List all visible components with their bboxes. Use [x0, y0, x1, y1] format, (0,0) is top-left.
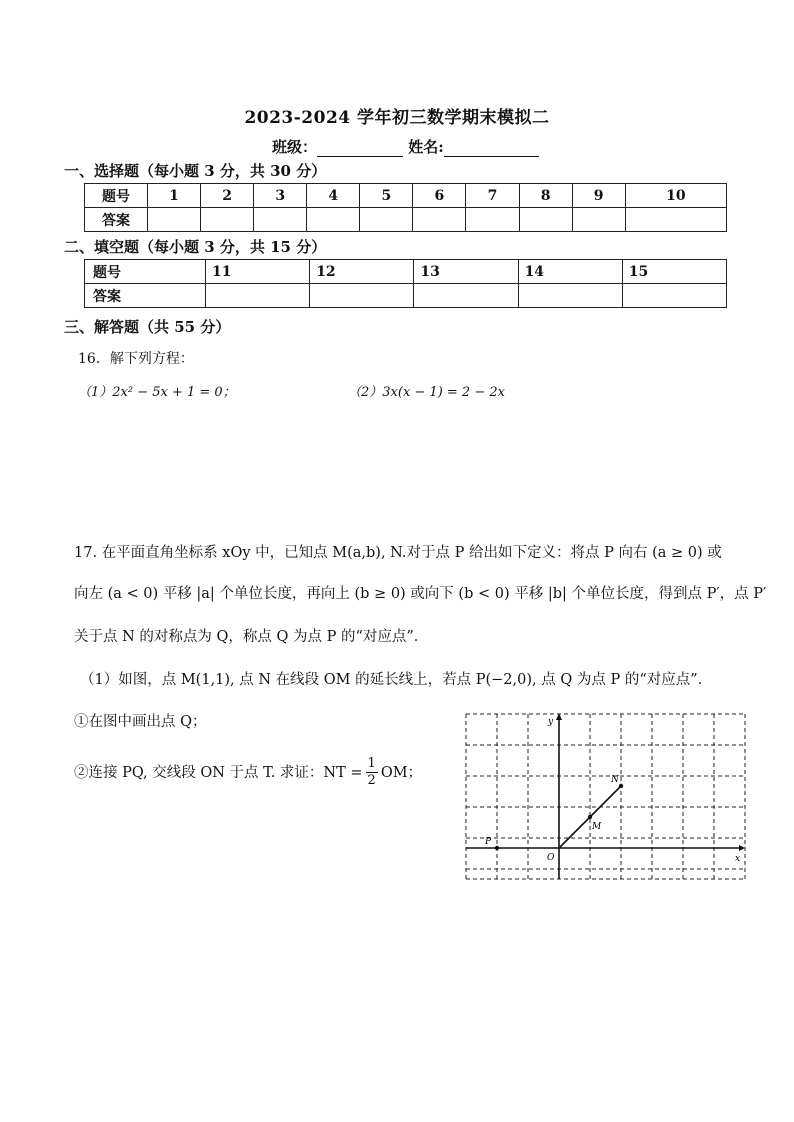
- q17-line2: 向左 (a < 0) 平移 |a| 个单位长度，再向上 (b ≥ 0) 或向下 (b < 0) 平移 |b| 个单位长度，得到点 P′，点 P′: [74, 586, 767, 602]
- fill-number-row: [85, 260, 727, 284]
- choice-answer-cell[interactable]: [413, 208, 466, 232]
- fill-answer-cell[interactable]: [414, 284, 518, 308]
- fraction-numerator: 1: [367, 756, 376, 771]
- choice-number-row: [85, 184, 727, 208]
- q17-item2: [74, 756, 422, 789]
- fill-number: 15: [622, 260, 726, 284]
- fraction-one-half: [366, 756, 378, 789]
- q17-item1: ①在图中画出点 Q；: [74, 714, 207, 730]
- fraction-denominator: 2: [367, 773, 376, 788]
- figure-marks: [484, 775, 623, 850]
- choice-answer-cell[interactable]: [625, 208, 726, 232]
- q17-sub1: （1）如图，点 M(1,1), 点 N 在线段 OM 的延长线上，若点 P(−2,0), 点 Q 为点 P 的“对应点”．: [80, 672, 713, 688]
- fill-answer-cell[interactable]: [206, 284, 310, 308]
- choice-number: 5: [360, 184, 413, 208]
- fill-answer-cell[interactable]: [518, 284, 622, 308]
- section1-heading: 一、选择题（每小题 3 分，共 30 分）: [64, 162, 327, 180]
- choice-number: 2: [201, 184, 254, 208]
- choice-row-header: 题号: [85, 184, 148, 208]
- fill-number: 14: [518, 260, 622, 284]
- choice-number: 1: [148, 184, 201, 208]
- q16-stem: 16．解下列方程：: [78, 351, 194, 367]
- choice-number: 4: [307, 184, 360, 208]
- choice-number: 7: [466, 184, 519, 208]
- choice-answer-cell[interactable]: [466, 208, 519, 232]
- q17-line3: 关于点 N 的对称点为 Q，称点 Q 为点 P 的“对应点”．: [74, 629, 429, 645]
- point-N-label: N: [611, 775, 619, 785]
- choice-answer-cell[interactable]: [572, 208, 625, 232]
- origin-label: O: [547, 853, 555, 863]
- q17-line1: 17. 在平面直角坐标系 xOy 中，已知点 M(a,b), N.对于点 P 给出如下定义：将点 P 向右 (a ≥ 0) 或: [74, 545, 722, 561]
- y-axis-arrow: [556, 713, 562, 720]
- choice-answer-row: [85, 208, 727, 232]
- q17-item2-prefix: ②连接 PQ, 交线段 ON 于点 T. 求证：NT =: [74, 764, 363, 781]
- class-name-line: [272, 136, 539, 157]
- coordinate-grid-figure: [462, 710, 756, 882]
- class-label: 班级：: [272, 138, 318, 156]
- fill-number: 11: [206, 260, 310, 284]
- x-axis-arrow: [739, 845, 745, 851]
- axes: [466, 713, 745, 879]
- x-axis-label: x: [735, 854, 741, 864]
- choice-answer-header: 答案: [85, 208, 148, 232]
- point-N: [619, 784, 623, 788]
- section3-heading: 三、解答题（共 55 分）: [64, 318, 231, 336]
- dashed-grid: [466, 714, 745, 879]
- fill-number: 13: [414, 260, 518, 284]
- fill-answer-cell[interactable]: [310, 284, 414, 308]
- q17-item2-suffix: OM；: [380, 764, 423, 781]
- fill-answer-cell[interactable]: [622, 284, 726, 308]
- y-axis-label: y: [548, 717, 554, 727]
- fill-row-header: 题号: [85, 260, 206, 284]
- name-label: 姓名:: [408, 138, 444, 156]
- choice-answer-cell[interactable]: [360, 208, 413, 232]
- class-blank[interactable]: [317, 140, 403, 157]
- name-blank[interactable]: [444, 140, 539, 157]
- choice-number: 3: [254, 184, 307, 208]
- choice-number: 9: [572, 184, 625, 208]
- fill-answer-row: [85, 284, 727, 308]
- fill-number: 12: [310, 260, 414, 284]
- choice-answer-table: [84, 183, 727, 232]
- choice-number: 8: [519, 184, 572, 208]
- section2-heading: 二、填空题（每小题 3 分，共 15 分）: [64, 238, 327, 256]
- choice-answer-cell[interactable]: [254, 208, 307, 232]
- choice-number: 10: [625, 184, 726, 208]
- choice-answer-cell[interactable]: [148, 208, 201, 232]
- choice-number: 6: [413, 184, 466, 208]
- q16-part2: （2）3x(x − 1) = 2 − 2x: [348, 385, 505, 400]
- choice-answer-cell[interactable]: [519, 208, 572, 232]
- choice-answer-cell[interactable]: [307, 208, 360, 232]
- fill-answer-table: [84, 259, 727, 308]
- q16-part1: （1）2x² − 5x + 1 = 0；: [78, 385, 236, 400]
- point-M-label: M: [592, 822, 602, 832]
- fill-answer-header: 答案: [85, 284, 206, 308]
- point-P-label: P: [485, 837, 492, 847]
- page-title: 2023-2024 学年初三数学期末模拟二: [244, 108, 550, 128]
- point-M: [588, 815, 592, 819]
- choice-answer-cell[interactable]: [201, 208, 254, 232]
- point-P: [495, 846, 499, 850]
